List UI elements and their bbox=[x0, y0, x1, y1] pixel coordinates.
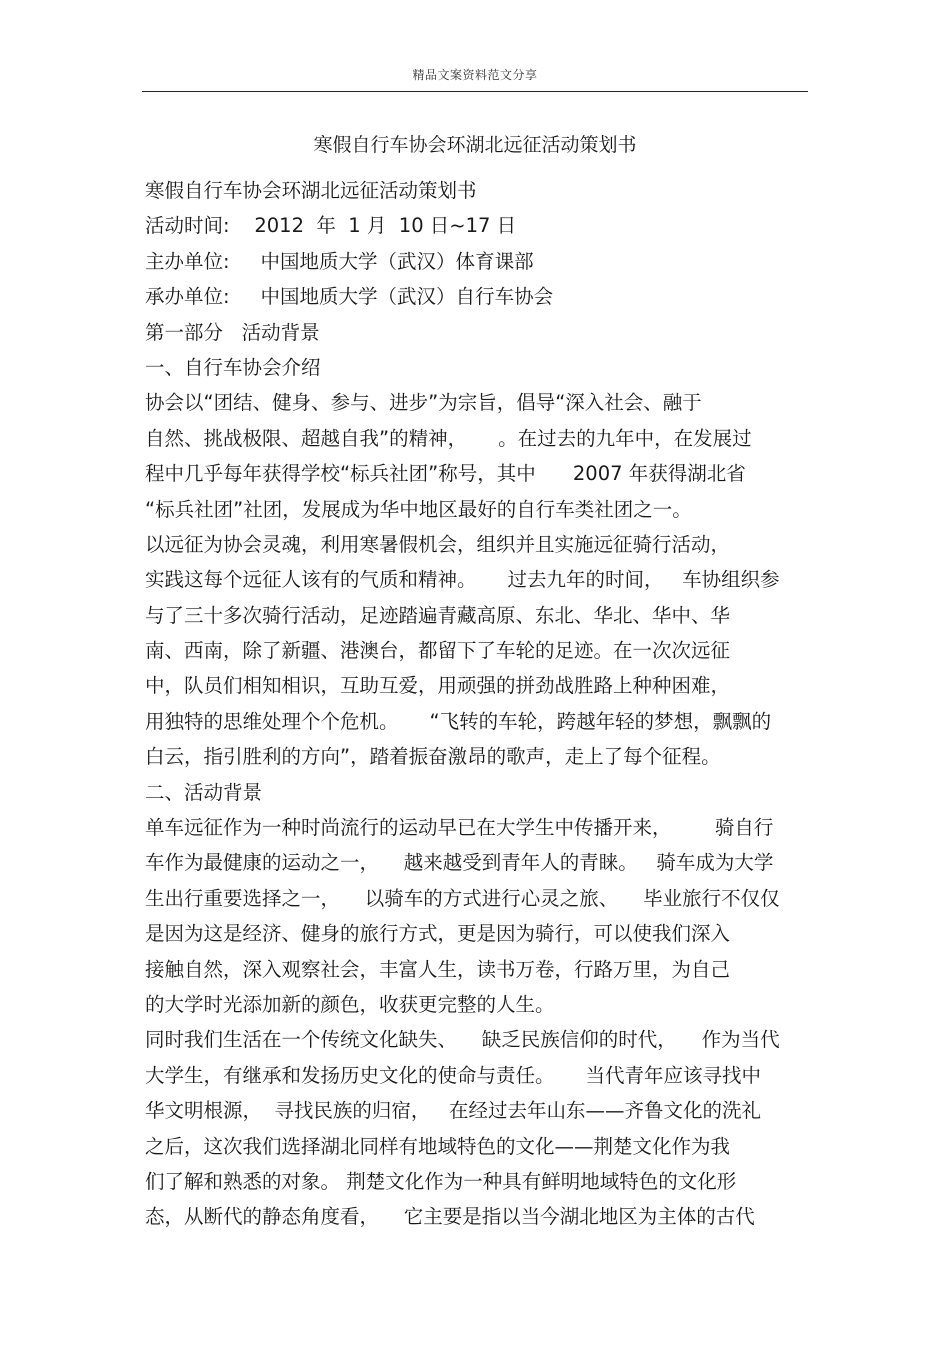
body-line: 之后，这次我们选择湖北同样有地域特色的文化——荆楚文化作为我 bbox=[145, 1134, 731, 1158]
body-line: 中，队员们相知相识，互助互爱，用顽强的拼劲战胜路上种种困难， bbox=[145, 674, 731, 698]
body-line: 是因为这是经济、健身的旅行方式，更是因为骑行，可以使我们深入 bbox=[145, 922, 731, 946]
document-title: 寒假自行车协会环湖北远征活动策划书 bbox=[313, 134, 637, 156]
document-body bbox=[145, 173, 825, 1235]
body-line: 生出行重要选择之一， 以骑车的方式进行心灵之旅、 毕业旅行不仅仅 bbox=[145, 886, 780, 910]
body-line: “标兵社团”社团，发展成为华中地区最好的自行车类社团之一。 bbox=[145, 497, 692, 521]
body-line: 第一部分 活动背景 bbox=[145, 320, 320, 344]
body-line: 南、西南，除了新疆、港澳台，都留下了车轮的足迹。在一次次远征 bbox=[145, 639, 731, 663]
body-line: 态，从断代的静态角度看， 它主要是指以当今湖北地区为主体的古代 bbox=[145, 1205, 755, 1229]
body-line: 自然、挑战极限、超越自我”的精神， 。在过去的九年中，在发展过 bbox=[145, 426, 752, 450]
body-line: 一、自行车协会介绍 bbox=[145, 355, 321, 379]
header-divider bbox=[142, 91, 808, 92]
body-line: 程中几乎每年获得学校“标兵社团”称号，其中 2007 年获得湖北省 bbox=[145, 462, 746, 486]
body-line: 与了三十多次骑行活动，足迹踏遍青藏高原、东北、华北、华中、华 bbox=[145, 603, 731, 627]
body-line: 车作为最健康的运动之一， 越来越受到青年人的青睐。 骑车成为大学 bbox=[145, 851, 774, 875]
body-line: 二、活动背景 bbox=[145, 780, 263, 804]
body-line: 白云，指引胜利的方向”，踏着振奋激昂的歌声，走上了每个征程。 bbox=[145, 745, 721, 769]
body-line: 接触自然，深入观察社会，丰富人生，读书万卷，行路万里，为自己 bbox=[145, 957, 731, 981]
body-line: 主办单位: 中国地质大学（武汉）体育课部 bbox=[145, 249, 534, 273]
body-line: 活动时间: 2012 年 1 月 10 日~17 日 bbox=[145, 214, 517, 238]
body-line: 们了解和熟悉的对象。 荆楚文化作为一种具有鲜明地域特色的文化形 bbox=[145, 1169, 737, 1193]
body-line: 的大学时光添加新的颜色，收获更完整的人生。 bbox=[145, 992, 555, 1016]
body-line: 实践这每个远征人该有的气质和精神。 过去九年的时间， 车协组织参 bbox=[145, 568, 780, 592]
body-line: 用独特的思维处理个个危机。 “飞转的车轮，跨越年轻的梦想，飘飘的 bbox=[145, 709, 772, 733]
body-line: 以远征为协会灵魂，利用寒暑假机会，组织并且实施远征骑行活动， bbox=[145, 532, 731, 556]
body-line: 同时我们生活在一个传统文化缺失、 缺乏民族信仰的时代， 作为当代 bbox=[145, 1028, 780, 1052]
body-line: 单车远征作为一种时尚流行的运动早已在大学生中传播开来， 骑自行 bbox=[145, 816, 774, 840]
page-header: 精品文案资料范文分享 bbox=[412, 68, 538, 82]
body-line: 协会以“团结、健身、参与、进步”为宗旨，倡导“深入社会、融于 bbox=[145, 391, 702, 415]
body-line: 寒假自行车协会环湖北远征活动策划书 bbox=[145, 179, 477, 202]
body-line: 华文明根源， 寻找民族的归宿， 在经过去年山东——齐鲁文化的洗礼 bbox=[145, 1099, 761, 1123]
body-line: 大学生，有继承和发扬历史文化的使命与责任。 当代青年应该寻找中 bbox=[145, 1063, 761, 1087]
body-line: 承办单位: 中国地质大学（武汉）自行车协会 bbox=[145, 285, 554, 309]
